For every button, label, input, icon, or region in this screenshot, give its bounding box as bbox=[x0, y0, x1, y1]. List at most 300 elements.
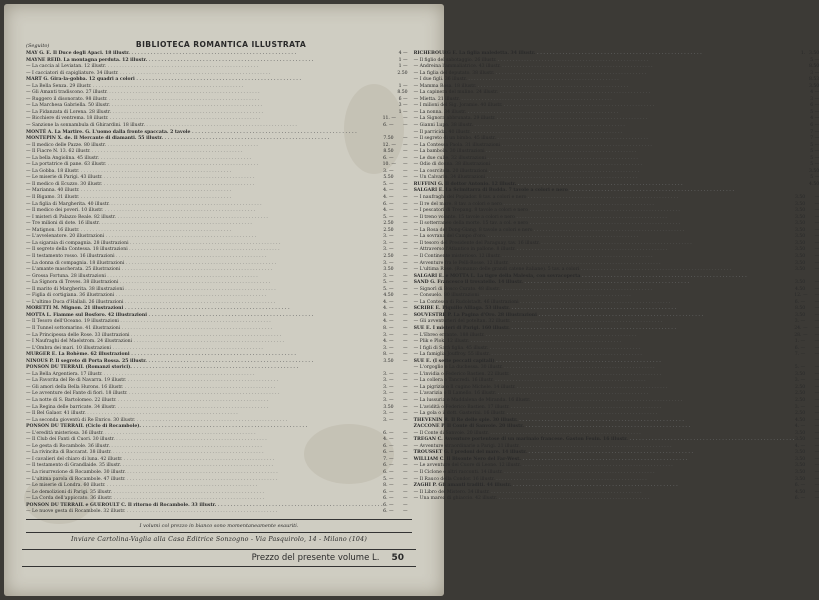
entry-price-cents: — bbox=[814, 221, 819, 227]
entry-title: PONSON DU TERRAIL (Ciclo di Rocambole). . . . bbox=[26, 424, 383, 431]
entry-price-cents: — bbox=[402, 273, 408, 279]
entry-price-lire: 3.50 bbox=[794, 371, 806, 377]
entry-price-cents: — bbox=[402, 214, 408, 220]
entry-title: — I cavalieri del chiaro di luna. 42 illustr. . . . bbox=[26, 457, 383, 464]
entry-price-cents: — bbox=[402, 136, 408, 142]
entry-price-cents: — bbox=[402, 221, 408, 227]
entry-title: — Le miserie di Parigi. 43 illustr. . . . bbox=[26, 175, 383, 182]
entry-price-cents: — bbox=[814, 496, 819, 502]
entry-title: — La Signora abbrunata. 29 illustr. . . . bbox=[414, 116, 795, 123]
entry-price-cents: — bbox=[402, 417, 408, 423]
entry-price-lire: 3.50 bbox=[794, 470, 806, 475]
entry-price-cents: — bbox=[814, 443, 819, 449]
entry-price-cents: 5 — bbox=[810, 149, 819, 155]
entry-title: — La lussuria o Maddalena de Miranda. 16 illustr. . . . bbox=[414, 398, 795, 405]
entry-price-lire: 3.50 bbox=[794, 312, 806, 318]
entry-price-cents: — bbox=[402, 332, 408, 338]
entry-price-lire: 3. — bbox=[383, 168, 394, 174]
catalog-columns bbox=[26, 51, 819, 516]
entry-price-cents: — bbox=[402, 155, 408, 161]
entry-title: PONSON DU TERRAIL (Romanzi storici). . . . bbox=[26, 365, 383, 372]
entry-price-lire: 3.50 bbox=[794, 476, 806, 482]
entry-price-lire: 5. — bbox=[383, 280, 394, 286]
entry-price-cents: — bbox=[402, 476, 408, 482]
entry-price-cents: — bbox=[402, 247, 408, 253]
entry-title: — La collera o Tancredi. 16 illustr. . . . bbox=[414, 378, 795, 385]
entry-price-cents: — bbox=[402, 496, 408, 502]
entry-price-cents: 3 — bbox=[398, 103, 408, 109]
entry-price-lire: 3.50 bbox=[794, 267, 806, 273]
entry-title: — Sanzione la sonnambula di Ghirardini. 18 illustr. . . . bbox=[26, 123, 383, 130]
entry-price-lire: 6. — bbox=[383, 509, 394, 515]
entry-price-cents: — bbox=[814, 483, 819, 489]
entry-price-lire: 5. — bbox=[383, 476, 394, 482]
divider bbox=[26, 532, 412, 533]
entry-price-lire: 3.50 bbox=[794, 234, 806, 240]
entry-title: MOTTA L. Fiamme sul Bosforo. 42 illustrazioni . . . bbox=[26, 313, 383, 320]
entry-title: — Signorì di Bosco Curato. 48 illustr. . . . bbox=[414, 287, 795, 294]
entry-title: TREGAN C. Avventure portentose di un marinaio francese. Gaston Feuin. 16 illustr. . . . bbox=[414, 437, 795, 444]
entry-title: ZACCONE P. Il Conte di Sanvoie. 20 illustr. . . . bbox=[414, 424, 795, 431]
entry-title: — La Principessa delle Rose. 33 illustrazioni . . . bbox=[26, 333, 383, 340]
entry-title: — Le due culle. 32 illustrazioni . . . bbox=[414, 156, 795, 163]
entry-price-cents: — bbox=[402, 168, 408, 174]
entry-price-cents: — bbox=[814, 430, 819, 436]
entry-price-cents: — bbox=[814, 391, 819, 397]
entry-price-cents: — bbox=[814, 240, 819, 246]
entry-title: — I cacciatori di capigliature. 34 illustr. . . . bbox=[26, 71, 383, 78]
entry-price-lire: 3. — bbox=[383, 240, 394, 246]
entry-price-lire: 3.50 bbox=[794, 253, 806, 259]
entry-price-cents: 6 — bbox=[810, 123, 819, 129]
entry-title: — Il testamento rosso. 16 illustrazioni . . . bbox=[26, 254, 383, 261]
entry-price-cents: — bbox=[402, 430, 408, 436]
entry-price-cents: — bbox=[814, 247, 819, 253]
entry-price-lire: 12. — bbox=[382, 142, 396, 148]
entry-price-cents: — bbox=[814, 253, 819, 259]
entry-title: RICHEBOURG E. La figlia maledetta. 34 illustr. . . . bbox=[414, 51, 795, 58]
entry-title: — Marianna. 40 illustr. . . . bbox=[26, 188, 383, 195]
entry-price-lire: 3.50 bbox=[794, 450, 806, 456]
entry-title: — Il Bigamo. 31 illustr. . . . bbox=[26, 195, 383, 202]
entry-price-lire: 3. — bbox=[383, 273, 394, 279]
entry-price-cents: — bbox=[814, 339, 819, 345]
entry-price-cents: — bbox=[402, 384, 408, 390]
entry-title: ZAGHI P. Gli amanti traditi. 44 illustr. . . . bbox=[414, 483, 795, 490]
entry-price-cents: — bbox=[814, 260, 819, 266]
entry-title: — La Bella Argentiera. 17 illustr. . . . bbox=[26, 372, 383, 379]
entry-title: NINOUS P. Il segreto di Porta Rossa. 25 illustr. . . . bbox=[26, 359, 383, 366]
entry-title: — Plik e Plok. 12 illustr. . . . bbox=[414, 339, 795, 346]
entry-price-lire: 3. — bbox=[383, 391, 394, 397]
entry-price-cents: — bbox=[402, 404, 408, 410]
entry-price-lire: 6. — bbox=[383, 489, 394, 495]
entry-price-cents: — bbox=[814, 332, 819, 338]
entry-price-cents: — bbox=[402, 123, 408, 129]
entry-price-cents: — bbox=[814, 312, 819, 318]
entry-price-lire: 4. — bbox=[383, 299, 394, 305]
entry-price-lire: 3. — bbox=[383, 411, 394, 417]
entry-title: — La notte di S. Bartolomeo. 22 illustr. . . . bbox=[26, 398, 383, 405]
entry-price-cents: — bbox=[402, 345, 408, 351]
entry-price-cents: — bbox=[814, 371, 819, 377]
entry-title: — L'eredità misteriosa. 36 illustr. . . . bbox=[26, 431, 383, 438]
entry-price-lire: 3. — bbox=[383, 378, 394, 384]
entry-price-lire: 3. — bbox=[383, 384, 394, 390]
entry-price-cents: — bbox=[402, 470, 408, 475]
entry-title: — Il figlio del sabotaggio. 26 illustr. . . . bbox=[414, 58, 795, 65]
entry-price-lire: 6. — bbox=[383, 155, 394, 161]
entry-price-cents: — bbox=[814, 456, 819, 462]
entry-price-cents: — bbox=[814, 411, 819, 417]
entry-title: — Le miserie di Londra. 60 illustr. . . . bbox=[26, 483, 383, 490]
entry-title: — La bella Angiolina. 45 illustr. . . . bbox=[26, 156, 383, 163]
entry-price-lire: 5. — bbox=[794, 365, 806, 371]
entry-price-lire: 3. — bbox=[794, 404, 806, 410]
entry-title: — L'orgoglio o La duchessa. 30 illustr. . . . bbox=[414, 365, 795, 372]
entry-title: — Il Club dei Fanti di Cuori. 30 illustr. . . . bbox=[26, 437, 383, 444]
entry-price-cents: — bbox=[402, 371, 408, 377]
entry-price-lire: 4. — bbox=[383, 319, 394, 325]
entry-price-cents: — bbox=[402, 286, 408, 292]
entry-price-lire: 3.50 bbox=[794, 195, 806, 201]
entry-price-cents: — bbox=[814, 227, 819, 233]
entry-title: — Il Conte di Sanvoie. 20 illustr. . . . bbox=[414, 431, 795, 438]
entry-title: — Le avventure del Fante di fiori. 18 illustr. . . . bbox=[26, 391, 383, 398]
entry-title: — La Marchesa Gabriella. 50 illustr. . . . bbox=[26, 103, 383, 110]
entry-title: MONTÉ A. La Martire. G. L'uomo dalla fronte spaccata. 2 tavole . . . bbox=[26, 130, 383, 137]
entry-title: — La Favorita del Re di Navarra. 19 illustr. . . . bbox=[26, 378, 383, 385]
entry-price-cents: — bbox=[402, 456, 408, 462]
entry-price-lire: 6. — bbox=[794, 483, 806, 489]
entry-title: — L'invidia o Federico Bastien. 22 illustr. . . . bbox=[414, 372, 795, 379]
entry-title: — Il testamento di Grandlaide. 35 illustr. . . . bbox=[26, 463, 383, 470]
entry-price-cents: 4 — bbox=[398, 51, 408, 56]
entry-price-lire: 5. — bbox=[383, 181, 394, 187]
entry-price-cents: — bbox=[814, 424, 819, 430]
catalog-entry bbox=[26, 509, 408, 516]
entry-title: SUE E. (I sette peccati capitali) . . . bbox=[414, 359, 795, 366]
entry-title: — Attraverso l'Atlantico in pallone. 8 illustr. . . . bbox=[414, 247, 795, 254]
entry-price-cents: — bbox=[402, 358, 408, 364]
entry-price-cents: 3.50 bbox=[808, 168, 819, 174]
entry-price-cents: — bbox=[402, 502, 408, 508]
entry-title: — Il medico delle Pazze. 80 illustr. . . . bbox=[26, 143, 383, 150]
entry-price-lire: 8.50 bbox=[383, 149, 394, 155]
entry-title: — Il Fiacre N. 13. 62 illustr. . . . bbox=[26, 149, 383, 156]
entry-title: — La sovrana del Campo d'oro. . . . bbox=[414, 234, 795, 241]
entry-title: — Avventure fra le Pelli-Rosse. 12 illustr. . . . bbox=[414, 261, 795, 268]
entry-title: — Un Calvario. 34 illustrazioni . . . bbox=[414, 175, 795, 182]
entry-price-lire: 4.50 bbox=[383, 293, 394, 299]
entry-price-lire: 12. — bbox=[794, 293, 808, 299]
entry-price-cents: — bbox=[402, 306, 408, 312]
entry-price-cents: 5 — bbox=[810, 142, 819, 148]
entry-price-lire: 28. — bbox=[794, 332, 808, 338]
entry-title: — I due figli. 36 illustr. . . . bbox=[414, 77, 795, 84]
entry-price-lire: 3.50 bbox=[794, 280, 806, 286]
entry-title: — Il marito di Margherita. 38 illustrazioni . . . bbox=[26, 287, 383, 294]
entry-price-lire: 2.50 bbox=[383, 227, 394, 233]
entry-price-lire: 3.50 bbox=[794, 227, 806, 233]
entry-price-lire: 3.50 bbox=[794, 221, 806, 227]
entry-title: — Il Ciclone e altri racconti. 14 illustr. . . . bbox=[414, 470, 795, 477]
entry-price-cents: — bbox=[814, 489, 819, 495]
entry-price-lire: 3.50 bbox=[794, 260, 806, 266]
entry-price-lire: 6. — bbox=[383, 502, 394, 508]
entry-title: — I misteri di Palazzo Reale. 82 illustr. . . . bbox=[26, 215, 383, 222]
entry-price-cents: — bbox=[402, 411, 408, 417]
entry-price-lire: 3.50 bbox=[383, 358, 394, 364]
entry-price-cents: 1 — bbox=[398, 64, 408, 70]
entry-title: MONTEPIN X. de. Il Mercante di diamanti. 55 illustr. . . . bbox=[26, 136, 383, 143]
entry-price-cents: 3.50 bbox=[808, 83, 819, 89]
entry-price-lire: 4. — bbox=[794, 424, 806, 430]
entry-title: — Il treno volante. 15 tavole a colori e nero . . . bbox=[414, 215, 795, 222]
entry-title: SOUVESTRE P. La Pagina d'Oro. 28 illustrazioni . . . bbox=[414, 313, 795, 320]
entry-price-lire: 3. — bbox=[383, 234, 394, 240]
entry-price-cents: — bbox=[402, 195, 408, 201]
entry-price-cents: 5 — bbox=[810, 57, 819, 63]
entry-title: — La nonna. 34 illustr. . . . bbox=[414, 110, 795, 117]
entry-title: — Gianni Lupo. 38 illustr. . . . bbox=[414, 123, 795, 130]
entry-price-cents: — bbox=[402, 489, 408, 495]
entry-price-cents: 7 — bbox=[810, 129, 819, 135]
entry-price-cents: — bbox=[402, 397, 408, 403]
entry-price-lire: 3. — bbox=[383, 260, 394, 266]
entry-title: — I Naufraghi del Maelstrom. 24 illustrazioni . . . bbox=[26, 339, 383, 346]
entry-title: — La portatrice di pane. 63 illustr. . . . bbox=[26, 162, 383, 169]
entry-title: SALGARI E. La Scimitarra di Budda. 7 tavole a colori e nero . . . bbox=[414, 188, 795, 195]
entry-title: — La figlia del deputato. 38 illustr. . . . bbox=[414, 71, 795, 78]
entry-title: — Il parricida. 40 illustr. . . . bbox=[414, 130, 795, 137]
entry-price-cents: 7 — bbox=[810, 136, 819, 142]
entry-price-lire: 6. — bbox=[383, 123, 394, 129]
entry-price-lire: 3.50 bbox=[794, 240, 806, 246]
entry-price-lire: 8. — bbox=[383, 352, 394, 358]
entry-price-lire: 6. — bbox=[383, 201, 394, 207]
entry-title: — La Fidanzata di Lorena. 28 illustr. . . . bbox=[26, 110, 383, 117]
catalog-title: BIBLIOTECA ROMANTICA ILLUSTRATA bbox=[135, 40, 307, 49]
entry-price-cents: — bbox=[402, 201, 408, 207]
entry-title: — Tre milioni di dote. 16 illustr. . . . bbox=[26, 221, 383, 228]
entry-price-lire: 7.50 bbox=[383, 136, 394, 142]
entry-price-cents: — bbox=[402, 267, 408, 273]
entry-price-lire: 3.50 bbox=[794, 456, 806, 462]
entry-price-lire: 3.50 bbox=[794, 247, 806, 253]
entry-title: — Il medico di Ecuzzo. 30 illustr. . . . bbox=[26, 182, 383, 189]
entry-title: — Gli amori della Bella Hurons. 16 illustr. . . . bbox=[26, 385, 383, 392]
entry-title: — Il re del mare. 8 tav. a colori e nero . . . bbox=[414, 202, 795, 209]
entry-price-cents: — bbox=[814, 267, 819, 273]
entry-title: — L'avvelenatore. 20 illustrazioni . . . bbox=[26, 234, 383, 241]
entry-price-cents: — bbox=[402, 437, 408, 443]
entry-title: — Bicchiere di ventrema. 18 illustr. . . . bbox=[26, 116, 383, 123]
entry-price-lire: 24. — bbox=[794, 325, 808, 331]
entry-title: — Le demolizioni di Parigi. 35 illustr. . . . bbox=[26, 490, 383, 497]
entry-title: — La Bella Senza. 29 illustr. . . . bbox=[26, 84, 383, 91]
entry-price-cents: — bbox=[402, 240, 408, 246]
entry-title: RUFFINI G. Il dottor Antonio. 12 illustr. . . . bbox=[414, 182, 795, 189]
entry-price-cents: 8.53 bbox=[808, 77, 819, 83]
entry-title: — I milioni del Sig. Joramie. 40 illustr. . . . bbox=[414, 103, 795, 110]
entry-price-cents: — bbox=[814, 208, 819, 214]
entry-title: — Grossa Fortuna. 28 illustrazioni . . . bbox=[26, 274, 383, 281]
publisher-address: Inviare Cartolina-Vaglia alla Casa Editrice Sonzogno - Via Pasquirolo, 14 - Milano (104) bbox=[71, 535, 367, 543]
entry-title: — Una marea di ghiaccio. 42 illustr. . . . bbox=[414, 496, 795, 503]
entry-title: — Odio di donna. 38 illustrazioni . . . bbox=[414, 162, 795, 169]
entry-price-lire: 4. — bbox=[383, 437, 394, 443]
entry-title: SUE E. I misteri di Parigi. 160 illustr. . . . bbox=[414, 326, 795, 333]
entry-title: WILLIAM C. Il Bisonte Nero del Far-West. . . . bbox=[414, 457, 795, 464]
entry-title: — Il Tunnel sottomarino. 41 illustrazioni . . . bbox=[26, 326, 383, 333]
entry-price-lire: 4. — bbox=[383, 208, 394, 214]
entry-title: — Mamma Rosa. 18 illustr. . . . bbox=[414, 84, 795, 91]
entry-price-cents: 1 — bbox=[398, 57, 408, 63]
entry-price-cents: — bbox=[814, 352, 819, 358]
entry-price-cents: — bbox=[402, 181, 408, 187]
entry-title: — L'amante mascherata. 25 illustrazioni . . . bbox=[26, 267, 383, 274]
entry-price-lire: 3. — bbox=[383, 345, 394, 351]
entry-title: — Il sotterraneo della morte. 15 tav. a col. e nero . . . bbox=[414, 221, 795, 228]
entry-price-cents: 1 — bbox=[398, 83, 408, 89]
entry-price-lire: 11. — bbox=[382, 116, 396, 122]
entry-price-cents: — bbox=[814, 201, 819, 207]
entry-title: — La caccia al Leviatan. 12 illustr. . . . bbox=[26, 64, 383, 71]
entry-price-cents: — bbox=[402, 149, 408, 155]
entry-price-cents: — bbox=[402, 352, 408, 358]
price-value: 50 bbox=[391, 553, 404, 563]
entry-price-cents: — bbox=[814, 365, 819, 371]
entry-price-lire: 6. — bbox=[794, 496, 806, 502]
entry-price-lire: 3.50 bbox=[794, 437, 806, 443]
entry-price-cents: — bbox=[402, 253, 408, 259]
entry-title: — Il Bel Galaor. 41 illustr. . . . bbox=[26, 411, 383, 418]
entry-price-cents: — bbox=[402, 227, 408, 233]
entry-price-lire: 3. — bbox=[383, 332, 394, 338]
entry-price-cents: — bbox=[402, 312, 408, 318]
entry-price-cents: — bbox=[402, 116, 408, 122]
entry-title: — Ruggero il disonorato. 98 illustr. . . . bbox=[26, 97, 383, 104]
entry-title: — Gli Amanti tradiscono. 27 illustr. . . . bbox=[26, 90, 383, 97]
entry-price-lire: 2.50 bbox=[794, 411, 806, 417]
entry-price-lire: 7. — bbox=[383, 456, 394, 462]
catalog-page bbox=[26, 40, 819, 543]
entry-title: — Il tesoro del Presidente del Paraguay, tav. 16 illustr. . . . bbox=[414, 241, 795, 248]
entry-title: — L'avarizia o Il Lamello. 16 illustr. . . . bbox=[414, 391, 795, 398]
entry-title: MORETTI M. Mignon. 21 illustrazioni . . . bbox=[26, 306, 383, 313]
entry-title: — I pescatori di Trepang. 8 tavole a colori e nero . . . bbox=[414, 208, 795, 215]
entry-price-cents: 1 — bbox=[398, 109, 408, 115]
entry-price-lire: 3. — bbox=[794, 378, 806, 384]
entry-price-cents: — bbox=[814, 450, 819, 456]
entry-price-cents: 8.50 bbox=[397, 90, 408, 96]
entry-title: — Andreina l'ammaliatrice. 43 illustr. . . . bbox=[414, 64, 795, 71]
entry-price-lire: 4.50 bbox=[794, 286, 806, 292]
entry-price-cents: — bbox=[814, 384, 819, 390]
entry-title: MURGER E. La Bohème. 62 illustrazioni . . . bbox=[26, 352, 383, 359]
entry-price-lire: 2.50 bbox=[383, 253, 394, 259]
entry-price-lire: 8. — bbox=[383, 483, 394, 489]
entry-price-cents: — bbox=[402, 280, 408, 286]
entry-price-lire: 2.50 bbox=[794, 391, 806, 397]
entry-price-lire: 6. — bbox=[794, 345, 806, 351]
entry-title: — La Contessa di Rudolstadt. 46 illustrazioni . . . bbox=[414, 300, 795, 307]
entry-price-lire: 6. — bbox=[383, 470, 394, 475]
entry-title: PONSON DU TERRAIL e GUEROULT C. Il ritorno di Rocambole. 33 illustr. . . . bbox=[26, 503, 383, 510]
entry-title: MART G. Gira-la-gobba. 12 quadri a colori . . . bbox=[26, 77, 383, 84]
entry-price-cents: 5 — bbox=[810, 162, 819, 168]
entry-price-lire: 2.50 bbox=[794, 384, 806, 390]
entry-price-cents: — bbox=[402, 299, 408, 305]
entry-price-cents: — bbox=[814, 214, 819, 220]
entry-title: — Il Continente misterioso. 12 illustr. . . . bbox=[414, 254, 795, 261]
entry-price-lire: 4. — bbox=[383, 188, 394, 194]
entry-price-lire: 3.50 bbox=[794, 214, 806, 220]
entry-price-cents: 8.50 bbox=[808, 64, 819, 70]
entry-price-lire: 6. — bbox=[383, 496, 394, 502]
entry-title: SAND G. Francesco il trovatello. 14 illustr. . . . bbox=[414, 280, 795, 287]
entry-title: — Il Rauco della Condor. 16 illustr. . . . bbox=[414, 477, 795, 484]
entry-price-cents: — bbox=[814, 293, 819, 299]
entry-price-cents: — bbox=[402, 319, 408, 325]
entry-title: — L'Ebreo errante. 188 illustr. . . . bbox=[414, 333, 795, 340]
entry-title: MAYNE REID. La montagna perduta. 12 illustr. . . . bbox=[26, 58, 383, 65]
catalog-entry bbox=[414, 496, 819, 503]
entry-price-lire: 5. — bbox=[383, 214, 394, 220]
entry-title: TROUSSET G. I predoni del mare. 14 illustr. . . . bbox=[414, 450, 795, 457]
entry-title: — La risurrezione di Rocambole. 30 illustr. . . . bbox=[26, 470, 383, 477]
entry-title: — Il Libro del Mistero. 34 illustr. . . . bbox=[414, 490, 795, 497]
entry-price-cents: 6 — bbox=[810, 103, 819, 109]
entry-title: — I naufraghi del Poplador. 8 tav. a colori e nero . . . bbox=[414, 195, 795, 202]
entry-price-lire: 6. — bbox=[794, 299, 806, 305]
entry-price-cents: — bbox=[814, 195, 819, 201]
entry-price-cents: — bbox=[814, 234, 819, 240]
entry-title: — L'Ombra dei mari. 10 illustrazioni . . . bbox=[26, 346, 383, 353]
entry-price-lire: 3. — bbox=[383, 247, 394, 253]
entry-price-lire: 4. — bbox=[383, 339, 394, 345]
entry-title: — La seconda gioventù di Re Enrico. 30 illustr. . . . bbox=[26, 418, 383, 425]
entry-price-cents: 3 — bbox=[810, 96, 819, 102]
entry-price-cents: — bbox=[402, 260, 408, 266]
entry-title: — Il segreto di un bimbo. 45 illustr. . . . bbox=[414, 136, 795, 143]
entry-price-lire: 8.50 bbox=[794, 306, 806, 312]
entry-price-cents: — bbox=[402, 339, 408, 345]
entry-title: SALGARI E. e MOTTA L. La tigre della Malesia, con sovracoperta . . . bbox=[414, 274, 795, 281]
out-of-print-note: I volumi col prezzo in bianco sono momentaneamente esauriti. bbox=[139, 522, 299, 529]
entry-price-cents: — bbox=[814, 345, 819, 351]
entry-price-lire: 3.50 bbox=[794, 430, 806, 436]
entry-price-cents: — bbox=[814, 306, 819, 312]
entry-price-lire: 3.50 bbox=[794, 208, 806, 214]
entry-title: — Il segreto della Contessa. 18 illustrazioni . . . bbox=[26, 247, 383, 254]
entry-title: — Le avventure del Cuore di Leone. 12 illustr. . . . bbox=[414, 463, 795, 470]
entry-price-cents: — bbox=[814, 319, 819, 325]
entry-price-cents: — bbox=[814, 417, 819, 423]
entry-title: — La figlia di Margherita. 40 illustr. . . . bbox=[26, 202, 383, 209]
entry-title: — La rivincita di Baccarat. 38 illustr. . . . bbox=[26, 450, 383, 457]
entry-price-cents: 4.50 bbox=[808, 181, 819, 187]
entry-title: — La Signora di Treves. 38 illustrazioni . . . bbox=[26, 280, 383, 287]
entry-title: — L'ultimo Duca d'Hallali. 26 illustrazioni . . . bbox=[26, 300, 383, 307]
entry-price-cents: — bbox=[402, 162, 408, 168]
entry-title: — Le nuove gesta di Rocambole. 32 illustr. . . . bbox=[26, 509, 383, 516]
entry-title: — L'avidità o Federico Bastien. 17 illustr. . . . bbox=[414, 405, 795, 412]
entry-price-cents: 3 — bbox=[810, 70, 819, 76]
entry-price-lire: 3.50 bbox=[794, 463, 806, 469]
entry-price-cents: — bbox=[402, 188, 408, 194]
